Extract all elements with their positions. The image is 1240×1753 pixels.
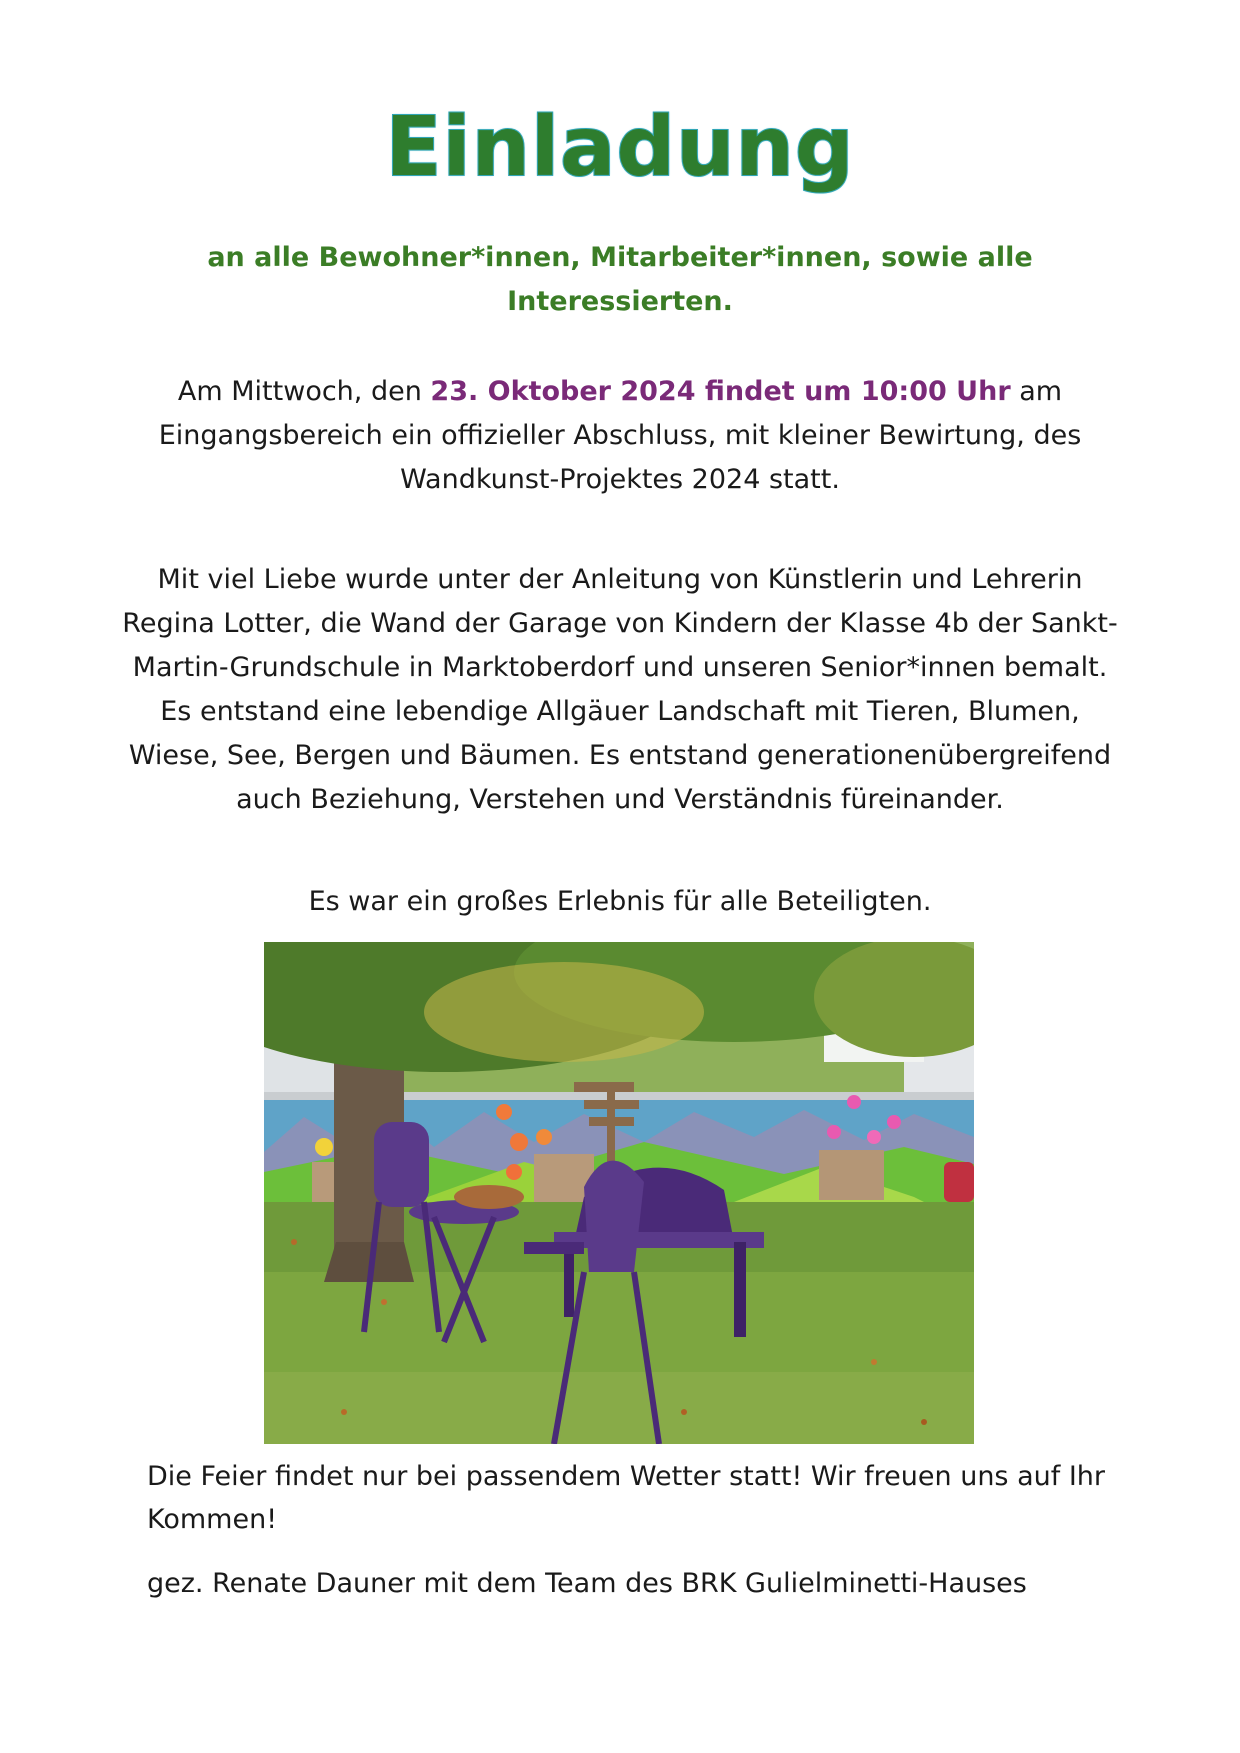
experience-line: Es war ein großes Erlebnis für alle Beteiligten.	[308, 886, 932, 917]
weather-note: Die Feier findet nur bei passendem Wetter statt! Wir freuen uns auf Ihr Kommen!	[147, 1461, 1105, 1535]
signature: gez. Renate Dauner mit dem Team des BRK Gulielminetti-Hauses	[147, 1568, 1027, 1599]
project-description: Mit viel Liebe wurde unter der Anleitung von Künstlerin und Lehrerin Regina Lotter, die Wand der Garage von Kindern der Klasse 4b der Sankt-Martin-Grundschule in Marktoberdorf und unseren Senior*innen bemalt. Es entstand eine lebendige Allgäuer Landschaft mit Tieren, Blumen, Wiese, See, Bergen und Bäumen. Es entstand generationenübergreifend auch Beziehung, Verstehen und Verständnis füreinander.	[122, 564, 1118, 815]
invitation-audience: an alle Bewohner*innen, Mitarbeiter*innen, sowie alle Interessierten.	[207, 242, 1033, 317]
announcement-paragraph	[120, 370, 1120, 502]
event-date-time: 23. Oktober 2024 findet um 10:00 Uhr	[430, 376, 1011, 407]
page-title: Einladung	[385, 100, 855, 195]
announcement-text-end: am Eingangsbereich ein offizieller Abschluss, mit kleiner Bewirtung, des Wandkunst-Projektes 2024 statt.	[158, 376, 1082, 495]
garden-mural-photo	[264, 942, 974, 1444]
announcement-text-start: Am Mittwoch, den	[177, 376, 431, 407]
